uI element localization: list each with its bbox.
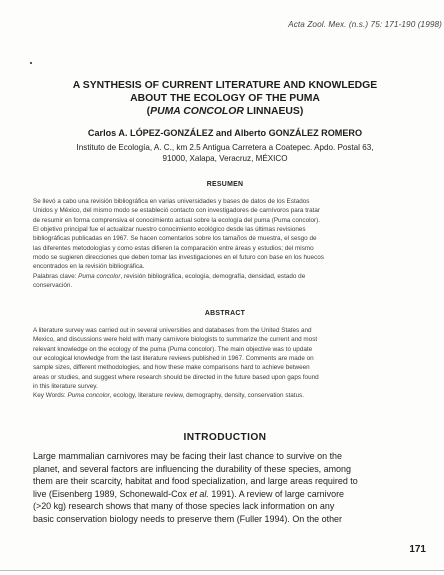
margin-mark: [30, 62, 32, 64]
resumen-keywords-cont: conservación.: [33, 282, 73, 290]
introduction-heading: INTRODUCTION: [183, 432, 267, 443]
resumen-line: modo se sugieren direcciones que deben tomar las investigaciones en el futuro con base en los huecos: [33, 254, 324, 262]
body-line: them are their scarcity, habitat and food specialization, and large areas required to: [33, 476, 358, 487]
abstract-line: areas or studies, and suggest where research should be directed in the future based upon gaps found: [33, 373, 319, 381]
abstract-body: [33, 326, 421, 401]
body-line: basic conservation biology needs to preserve them (Fuller 1994). On the other: [33, 513, 343, 524]
affiliation-line-1: Instituto de Ecología, A. C., km 2.5 Antigua Carretera a Coatepec. Apdo. Postal 63,: [76, 143, 374, 152]
abstract-line: sample sizes, different methodologies, and how these make comparisons hard to achieve between: [33, 364, 310, 372]
page-number: 171: [409, 544, 426, 555]
title-line-2: ABOUT THE ECOLOGY OF THE PUMA: [130, 93, 320, 105]
abstract-line: A literature survey was carried out in several universities and databases from the United States and: [33, 327, 312, 334]
body-line: planet, and several factors are influencing the durability of these species, among: [33, 463, 351, 474]
body-line: (>20 kg) research shows that many of those species lack information on any: [33, 501, 335, 512]
resumen-line: El objetivo principal fue el actualizar nuestro conocimiento ecológico desde las últimas revisiones: [33, 226, 306, 234]
resumen-line: las diferentes metodologías y como estas difieren la comparación entre áreas y estudios; del mismo: [33, 244, 314, 252]
abstract-keywords: Key Words: Puma concolor, ecology, literature review, demography, density, conservation status.: [33, 392, 305, 400]
species-name: PUMA CONCOLOR: [150, 106, 244, 118]
page-edge-rule: [0, 570, 444, 571]
introduction-body: [33, 450, 423, 526]
abstract-heading: ABSTRACT: [204, 310, 246, 317]
affiliation-line-2: 91000, Xalapa, Veracruz, MÉXICO: [162, 154, 288, 163]
resumen-line: Se llevó a cabo una revisión bibliográfica en varias universidades y bases de datos de los Estados: [33, 198, 310, 205]
affiliation: [30, 142, 420, 164]
resumen-keywords: Palabras clave: Puma concolor, revisión bibliográfica, ecología, demografía, densidad, estado de: [33, 272, 306, 280]
authors: Carlos A. LÓPEZ-GONZÁLEZ and Alberto GONZÁLEZ ROMERO: [87, 128, 363, 138]
abstract-line: in this literature survey.: [33, 383, 98, 391]
resumen-line: de resumir en forma comprensiva el conocimiento actual sobre la ecología del puma (Puma concolor).: [33, 216, 321, 224]
abstract-line: Mexico, and discussions were held with many carnivore biologists to summarize the current and most: [33, 336, 318, 344]
resumen-body: [33, 197, 421, 290]
abstract-line: relevant knowledge on the ecology of the puma (Puma concolor). The main objective was to update: [33, 345, 313, 353]
running-head: Acta Zool. Mex. (n.s.) 75: 171-190 (1998): [288, 20, 442, 29]
article-title: [30, 79, 420, 119]
resumen-line: encontrados en la revisión bibliográfica.: [33, 263, 145, 271]
abstract-line: our ecological knowledge from the last literature reviews published in 1967. Comments are made on: [33, 355, 314, 363]
title-line-1: A SYNTHESIS OF CURRENT LITERATURE AND KNOWLEDGE: [72, 80, 378, 91]
body-line: Large mammalian carnivores may be facing their last chance to survive on the: [33, 451, 342, 461]
resumen-line: bibliográficas publicadas en 1967. Se hacen comentarios sobre los tamaños de muestra, el sesgo de: [33, 235, 317, 243]
title-line-3: (PUMA CONCOLOR LINNAEUS): [146, 106, 304, 118]
resumen-line: Unidos y México, del mismo modo se estableció contacto con investigadores de carnívoros para tratar: [33, 207, 321, 215]
body-line: live (Eisenberg 1989, Schonewald-Cox et al. 1991). A review of large carnivore: [33, 488, 345, 499]
resumen-heading: RESUMEN: [206, 181, 244, 188]
